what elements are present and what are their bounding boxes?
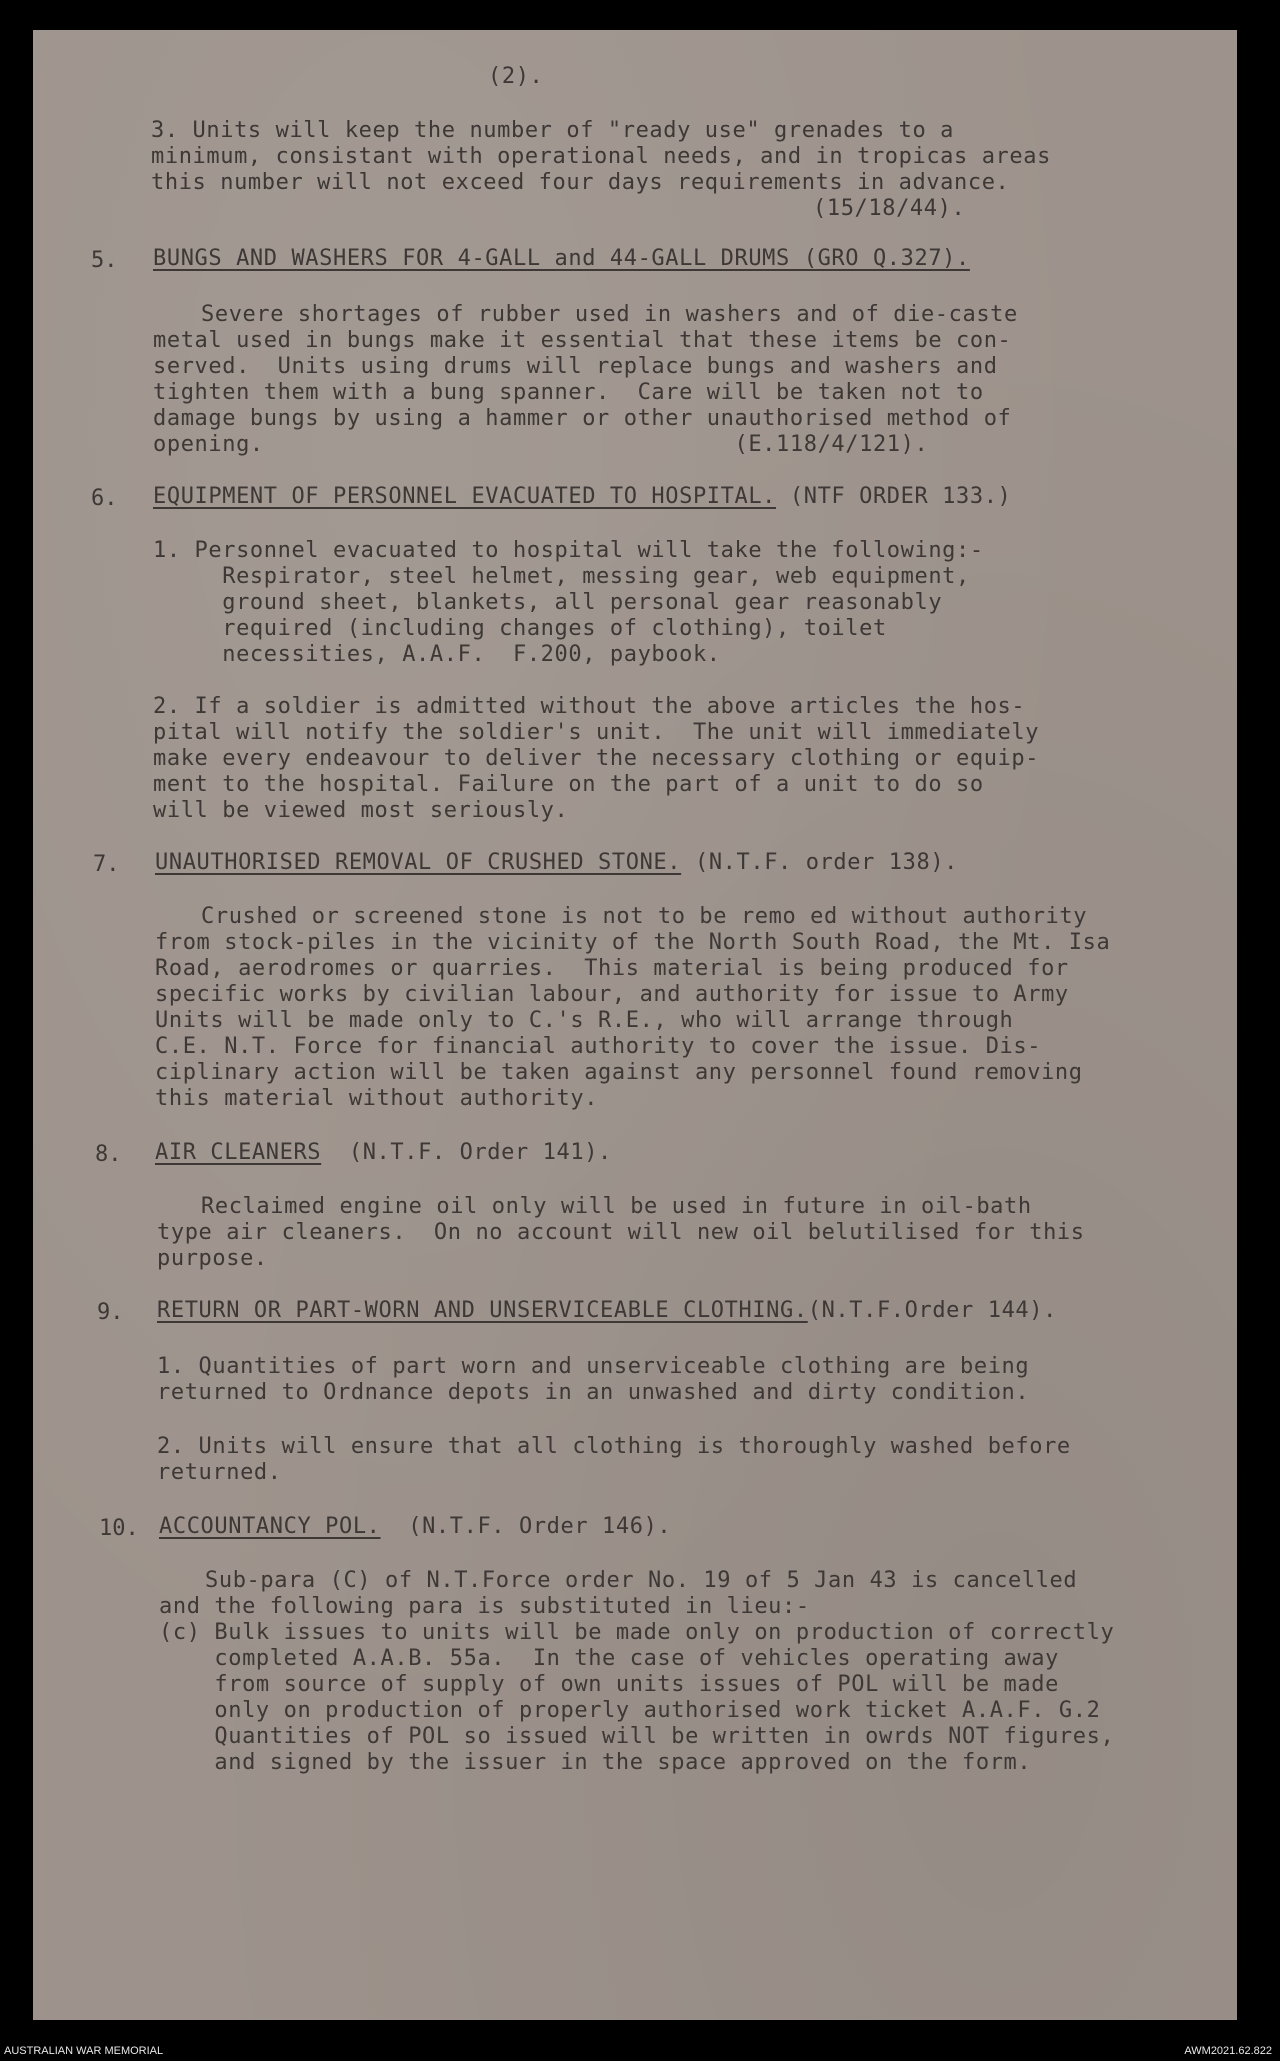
body-line: make every endeavour to deliver the necessary clothing or equip-: [153, 746, 1040, 771]
body-line: ment to the hospital. Failure on the part of a unit to do so: [153, 772, 984, 797]
section-number: 7.: [93, 852, 120, 877]
body-line: returned to Ordnance depots in an unwashed and dirty condition.: [157, 1380, 1030, 1405]
body-line: and signed by the issuer in the space approved on the form.: [159, 1750, 1032, 1775]
body-line: 2. If a soldier is admitted without the above articles the hos-: [153, 694, 1026, 719]
body-line: pital will notify the soldier's unit. The unit will immediately: [153, 720, 1040, 745]
page-number: (2).: [488, 64, 544, 89]
body-line: Quantities of POL so issued will be written in owrds NOT figures,: [159, 1724, 1115, 1749]
body-line: will be viewed most seriously.: [153, 798, 569, 823]
section-number: 9.: [97, 1300, 124, 1325]
footer-accession-number: AWM2021.62.822: [1184, 2045, 1272, 2057]
body-line: from stock-piles in the vicinity of the North South Road, the Mt. Isa: [155, 930, 1111, 955]
body-line: Road, aerodromes or quarries. This material is being produced for: [155, 956, 1069, 981]
section-heading: ACCOUNTANCY POL. (N.T.F. Order 146).: [159, 1514, 672, 1539]
footer-institution: AUSTRALIAN WAR MEMORIAL: [4, 2045, 164, 2057]
body-line: necessities, A.A.F. F.200, paybook.: [153, 642, 721, 667]
body-line: Severe shortages of rubber used in washers and of die-caste: [201, 302, 1018, 327]
body-line: completed A.A.B. 55a. In the case of vehicles operating away: [159, 1646, 1059, 1671]
body-line: Respirator, steel helmet, messing gear, web equipment,: [153, 564, 970, 589]
body-line: and the following para is substituted in lieu:-: [159, 1594, 810, 1619]
reference: (15/18/44).: [813, 196, 966, 221]
section-number: 5.: [91, 248, 118, 273]
section-number: 10.: [99, 1516, 139, 1541]
body-line: from source of supply of own units issues of POL will be made: [159, 1672, 1059, 1697]
body-line: only on production of properly authorised work ticket A.A.F. G.2: [159, 1698, 1101, 1723]
body-line: C.E. N.T. Force for financial authority to cover the issue. Dis-: [155, 1034, 1042, 1059]
section-number: 8.: [95, 1142, 122, 1167]
section-heading: EQUIPMENT OF PERSONNEL EVACUATED TO HOSPITAL. (NTF ORDER 133.): [153, 484, 1012, 509]
body-line: tighten them with a bung spanner. Care will be taken not to: [153, 380, 984, 405]
para-line: this number will not exceed four days requirements in advance.: [151, 170, 1010, 195]
para-line: minimum, consistant with operational needs, and in tropicas areas: [151, 144, 1051, 169]
section-heading: AIR CLEANERS (N.T.F. Order 141).: [155, 1140, 612, 1165]
body-line: purpose.: [157, 1246, 268, 1271]
body-line: opening. (E.118/4/121).: [153, 432, 929, 457]
body-line: damage bungs by using a hammer or other unauthorised method of: [153, 406, 1012, 431]
body-line: Crushed or screened stone is not to be remo ed without authority: [201, 904, 1088, 929]
section-heading: RETURN OR PART-WORN AND UNSERVICEABLE CLOTHING.(N.T.F.Order 144).: [157, 1298, 1057, 1323]
body-line: ground sheet, blankets, all personal gear reasonably: [153, 590, 943, 615]
body-line: served. Units using drums will replace bungs and washers and: [153, 354, 998, 379]
body-line: ciplinary action will be taken against any personnel found removing: [155, 1060, 1083, 1085]
para-line: 3. Units will keep the number of "ready use" grenades to a: [151, 118, 955, 143]
body-line: type air cleaners. On no account will new oil belutilised for this: [157, 1220, 1085, 1245]
body-line: required (including changes of clothing), toilet: [153, 616, 887, 641]
body-line: specific works by civilian labour, and authority for issue to Army: [155, 982, 1069, 1007]
body-line: Units will be made only to C.'s R.E., who will arrange through: [155, 1008, 1014, 1033]
section-number: 6.: [91, 486, 118, 511]
document-page: [33, 30, 1237, 2020]
body-line: 1. Quantities of part worn and unserviceable clothing are being: [157, 1354, 1030, 1379]
body-line: 1. Personnel evacuated to hospital will take the following:-: [153, 538, 984, 563]
section-heading: UNAUTHORISED REMOVAL OF CRUSHED STONE. (N.T.F. order 138).: [155, 850, 959, 875]
body-line: 2. Units will ensure that all clothing is thoroughly washed before: [157, 1434, 1071, 1459]
body-line: metal used in bungs make it essential that these items be con-: [153, 328, 1012, 353]
body-line: returned.: [157, 1460, 282, 1485]
body-line: Sub-para (C) of N.T.Force order No. 19 of 5 Jan 43 is cancelled: [205, 1568, 1078, 1593]
body-line: this material without authority.: [155, 1086, 599, 1111]
section-heading: BUNGS AND WASHERS FOR 4-GALL and 44-GALL DRUMS (GRO Q.327).: [153, 246, 970, 271]
body-line: (c) Bulk issues to units will be made only on production of correctly: [159, 1620, 1115, 1645]
body-line: Reclaimed engine oil only will be used in future in oil-bath: [201, 1194, 1032, 1219]
